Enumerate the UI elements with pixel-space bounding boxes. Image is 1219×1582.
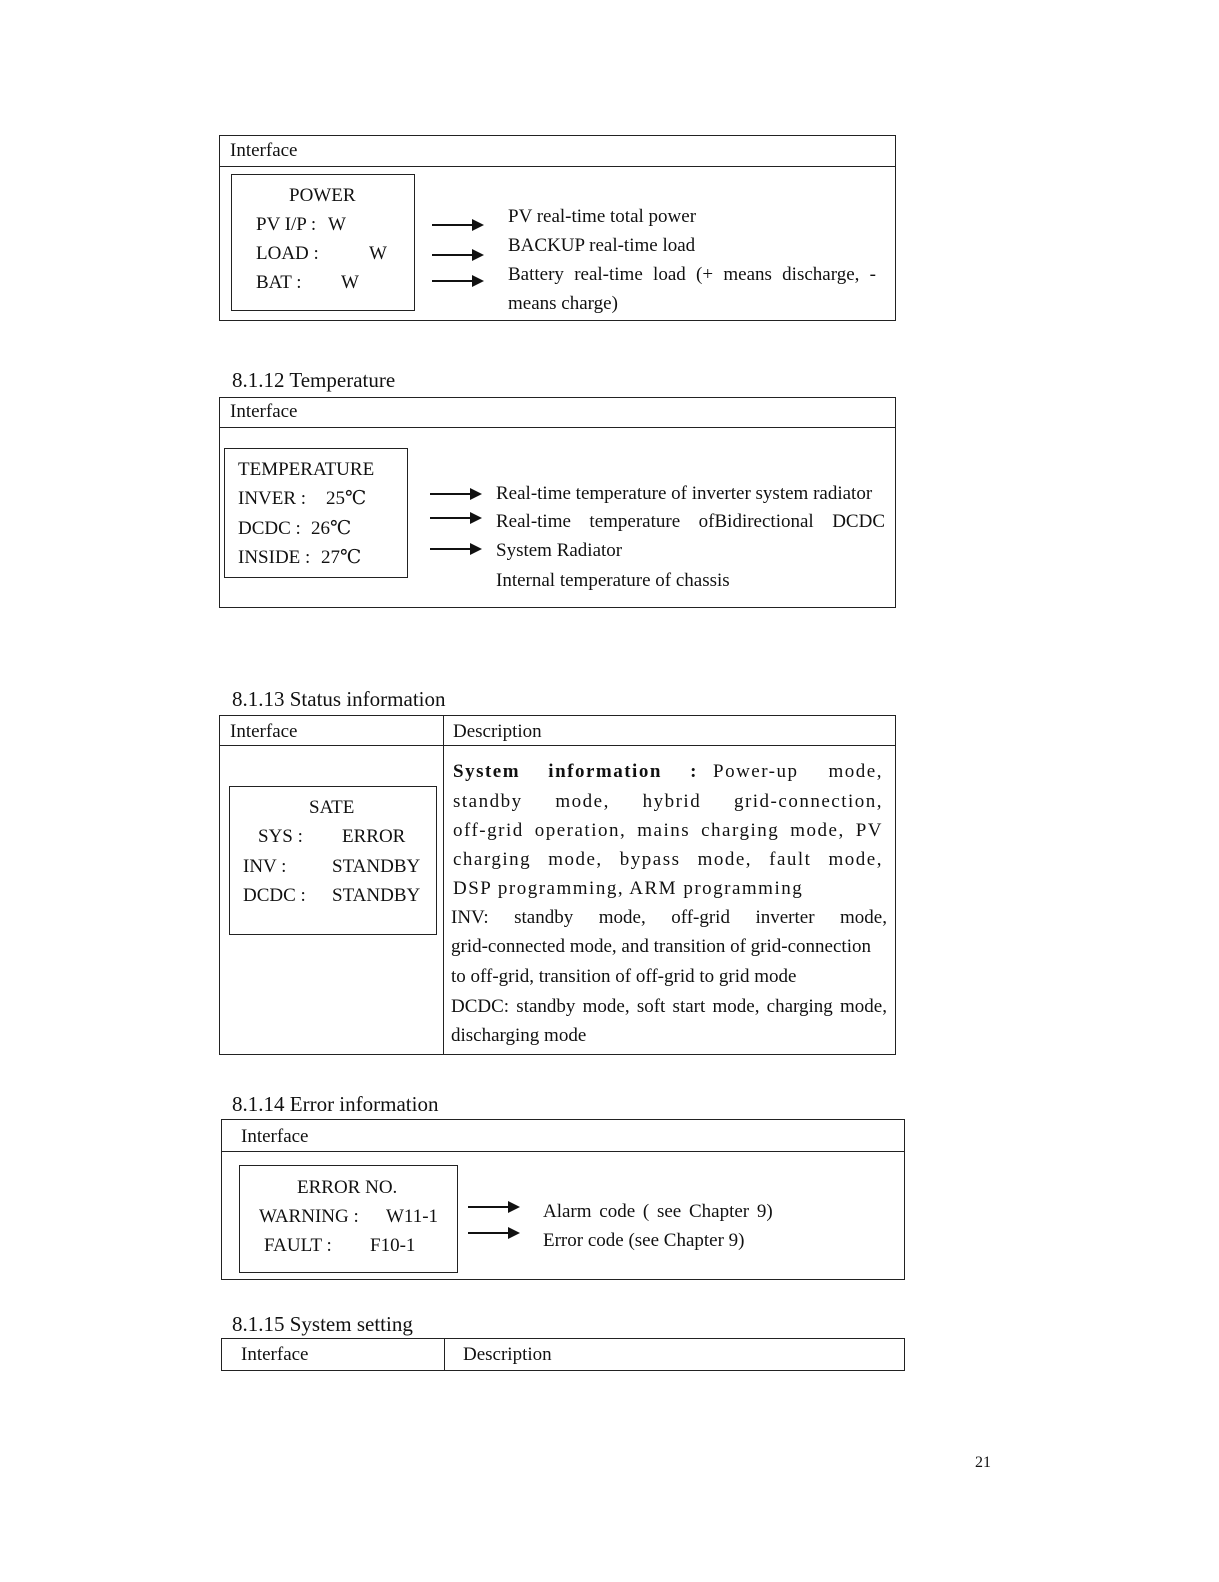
load-label: LOAD :: [256, 243, 319, 264]
pv-input-unit: W: [328, 214, 346, 235]
status-desc-line-6: INV: standby mode, off-grid inverter mode,: [451, 907, 887, 928]
power-table-header-divider: [219, 166, 896, 167]
status-table-header-divider: [219, 745, 896, 746]
error-table-header: Interface: [241, 1126, 309, 1147]
error-desc-alarm: Alarm code ( see Chapter 9): [543, 1201, 773, 1222]
error-table-header-divider: [221, 1151, 905, 1152]
power-desc-load: BACKUP real-time load: [508, 235, 696, 256]
system-setting-table: [221, 1338, 905, 1371]
temperature-table-header: Interface: [230, 401, 298, 422]
power-table-header: Interface: [230, 140, 298, 161]
power-desc-pv: PV real-time total power: [508, 206, 697, 227]
power-desc-battery-cont: means charge): [508, 293, 618, 314]
arrow-right-icon: [468, 1227, 520, 1239]
arrow-right-icon: [432, 249, 484, 261]
fault-label: FAULT :: [264, 1235, 332, 1256]
status-desc-line-9: DCDC: standby mode, soft start mode, charging mode,: [451, 996, 887, 1017]
arrow-right-icon: [432, 219, 484, 231]
battery-unit: W: [341, 272, 359, 293]
page-number: 21: [975, 1454, 991, 1471]
dcdc-state-value: STANDBY: [332, 885, 421, 906]
warning-label: WARNING :: [259, 1206, 359, 1227]
inverter-temp-value: 25℃: [326, 488, 367, 509]
arrow-right-icon: [468, 1201, 520, 1213]
status-desc-line-4: charging mode, bypass mode, fault mode,: [453, 849, 883, 870]
arrow-right-icon: [430, 512, 482, 524]
arrow-right-icon: [432, 275, 484, 287]
sys-state-value: ERROR: [342, 826, 406, 847]
inv-state-label: INV :: [243, 856, 287, 877]
pv-input-label: PV I/P :: [256, 214, 317, 235]
power-desc-battery: Battery real-time load (+ means discharge, -: [508, 264, 876, 285]
fault-value: F10-1: [370, 1235, 416, 1256]
battery-label: BAT :: [256, 272, 302, 293]
dcdc-temp-label: DCDC :: [238, 518, 301, 539]
system-setting-header-description: Description: [463, 1344, 552, 1365]
temperature-desc-dcdc: Real-time temperature ofBidirectional DCDC: [496, 511, 885, 532]
inverter-temp-label: INVER :: [238, 488, 307, 509]
error-heading: 8.1.14 Error information: [232, 1092, 439, 1116]
temperature-desc-dcdc-cont: System Radiator: [496, 540, 623, 561]
status-desc-line-2: standby mode, hybrid grid-connection,: [453, 791, 883, 812]
status-desc-system-label: System information :: [453, 761, 698, 782]
status-header-description: Description: [453, 721, 542, 742]
status-desc-line-8: to off-grid, transition of off-grid to grid mode: [451, 966, 797, 987]
temperature-table-header-divider: [219, 427, 896, 428]
warning-value: W11-1: [386, 1206, 439, 1227]
power-display-title: POWER: [289, 185, 356, 206]
temperature-desc-inside: Internal temperature of chassis: [496, 570, 730, 591]
status-display-title: SATE: [309, 797, 355, 818]
status-table-column-divider: [443, 715, 444, 1055]
arrow-right-icon: [430, 543, 482, 555]
status-desc-line-1: Power-up mode,: [713, 761, 883, 782]
sys-state-label: SYS :: [258, 826, 303, 847]
temperature-display-title: TEMPERATURE: [238, 459, 375, 480]
status-header-interface: Interface: [230, 721, 298, 742]
dcdc-temp-value: 26℃: [311, 518, 352, 539]
system-setting-column-divider: [444, 1338, 445, 1371]
status-desc-line-7: grid-connected mode, and transition of grid-connection: [451, 936, 871, 957]
load-unit: W: [369, 243, 387, 264]
system-setting-heading: 8.1.15 System setting: [232, 1312, 413, 1336]
system-setting-header-interface: Interface: [241, 1344, 309, 1365]
inside-temp-value: 27℃: [321, 547, 362, 568]
status-desc-line-3: off-grid operation, mains charging mode, PV: [453, 820, 883, 841]
inside-temp-label: INSIDE :: [238, 547, 311, 568]
arrow-right-icon: [430, 488, 482, 500]
temperature-heading: 8.1.12 Temperature: [232, 368, 396, 392]
status-heading: 8.1.13 Status information: [232, 687, 446, 711]
error-desc-fault: Error code (see Chapter 9): [543, 1230, 745, 1251]
status-desc-line-5: DSP programming, ARM programming: [453, 878, 804, 899]
status-desc-line-10: discharging mode: [451, 1025, 587, 1046]
inv-state-value: STANDBY: [332, 856, 421, 877]
temperature-desc-inverter: Real-time temperature of inverter system radiator: [496, 483, 873, 504]
dcdc-state-label: DCDC :: [243, 885, 306, 906]
error-display-title: ERROR NO.: [297, 1177, 398, 1198]
